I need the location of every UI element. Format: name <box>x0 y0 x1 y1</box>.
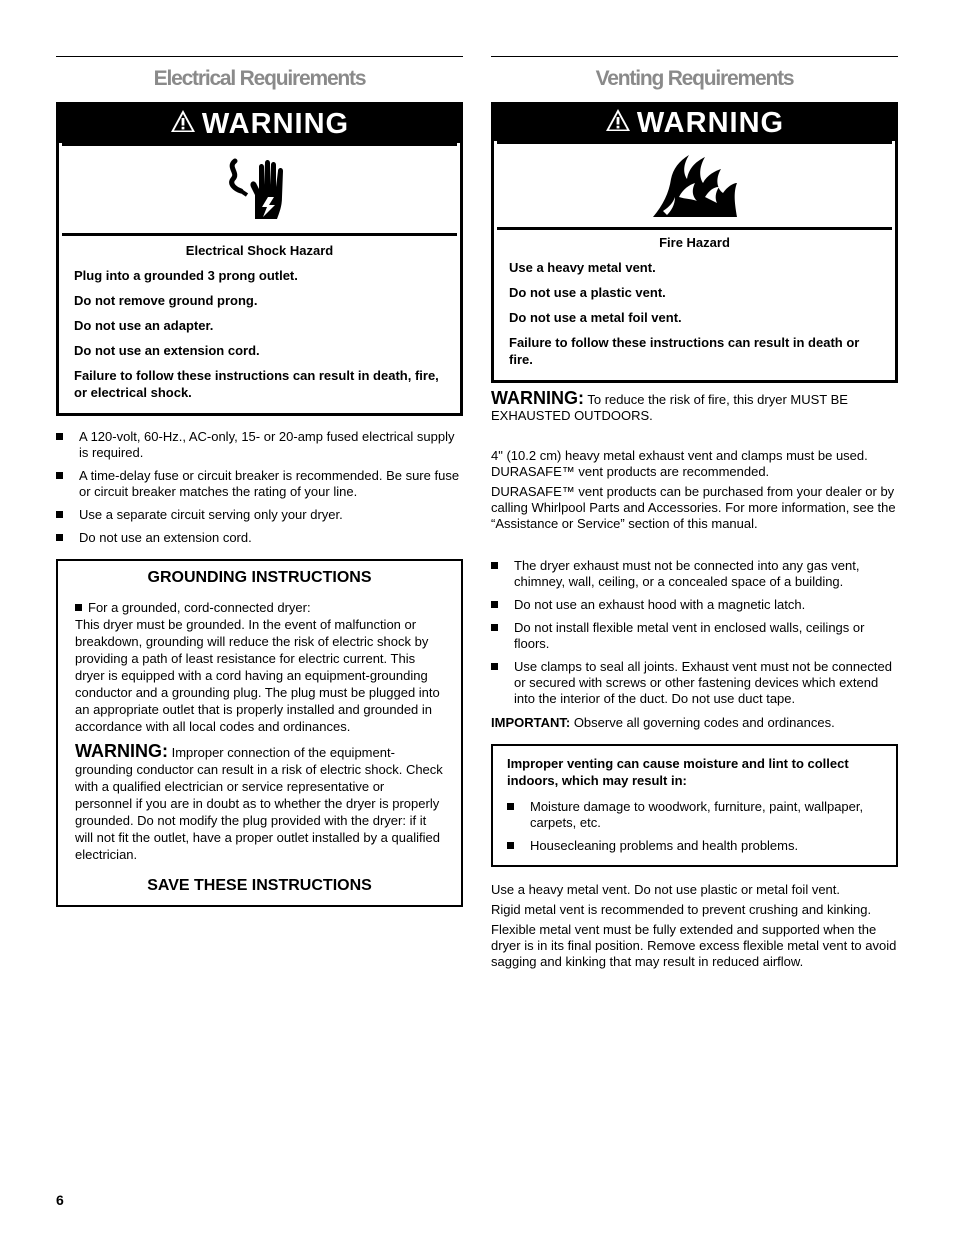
list-item: Do not install flexible metal vent in enclosed walls, ceilings or floors. <box>491 620 898 652</box>
grounding-heading: GROUNDING INSTRUCTIONS <box>147 569 372 586</box>
hazard-title: Fire Hazard <box>659 235 730 250</box>
save-instructions: SAVE THESE INSTRUCTIONS <box>147 877 372 894</box>
warning-label: WARNING: <box>491 388 584 408</box>
paragraph: 4" (10.2 cm) heavy metal exhaust vent and clamps must be used. DURASAFE™ vent products are recommended. <box>491 448 868 479</box>
grounding-body <box>75 599 444 863</box>
flame-icon <box>649 153 741 219</box>
electric-shock-hand-icon <box>225 157 295 223</box>
important-label: IMPORTANT: <box>491 715 571 730</box>
grounding-lead: For a grounded, cord-connected dryer: <box>88 600 311 615</box>
warning-line: Do not use an extension cord. <box>74 343 260 358</box>
improper-venting-box <box>491 744 898 867</box>
electrical-bullet-list <box>56 429 463 546</box>
paragraph: Use a heavy metal vent. Do not use plastic or metal foil vent. <box>491 882 841 897</box>
list-item: Do not use an extension cord. <box>56 530 463 546</box>
fire-hazard-pictogram <box>497 141 892 230</box>
list-item: A 120-volt, 60-Hz., AC-only, 15- or 20-amp fused electrical supply is required. <box>56 429 463 461</box>
warning-banner-text: WARNING <box>636 106 785 139</box>
venting-tail-text <box>491 882 898 970</box>
warning-line: Failure to follow these instructions can result in death, fire, or electrical shock. <box>74 368 439 400</box>
grounding-warning <box>75 743 444 863</box>
warning-line: Plug into a grounded 3 prong outlet. <box>74 268 298 283</box>
list-item: Housecleaning problems and health problems. <box>507 838 882 854</box>
warning-text <box>59 236 460 413</box>
venting-warning-note <box>491 390 898 424</box>
electrical-warning-box <box>56 102 463 416</box>
warning-text <box>494 230 895 380</box>
section-rule <box>491 56 898 57</box>
venting-warning-box <box>491 102 898 383</box>
venting-bullet-list <box>491 558 898 707</box>
hazard-title: Electrical Shock Hazard <box>185 243 334 258</box>
grounding-warning-text: Improper connection of the equipment-grounding conductor can result in a risk of electric shock. Check with a qualified electrician or service representative or personnel if you are in doubt as to whether the dryer is properly grounded. Do not modify the plug provided with the dryer: if it will not fit the outlet, have a proper outlet installed by a qualified electrician. <box>75 745 443 862</box>
warning-banner <box>494 105 895 141</box>
section-title: Venting Requirements <box>595 67 794 90</box>
grounding-instructions-box <box>56 559 463 907</box>
improper-venting-list <box>507 799 882 854</box>
warning-banner <box>59 105 460 143</box>
venting-info <box>491 448 898 532</box>
grounding-paragraph: This dryer must be grounded. In the event of malfunction or breakdown, grounding will reduce the risk of electric shock by providing a path of least resistance for electric current. This dryer is equipped with a cord having an equipment-grounding conductor and a grounding plug. The plug must be plugged into an appropriate outlet that is properly installed and grounded in accordance with all local codes and ordinances. <box>75 617 440 734</box>
list-item: Use clamps to seal all joints. Exhaust vent must not be connected or secured with screws or other fastening devices which extend into the interior of the duct. Do not use duct tape. <box>491 659 898 707</box>
section-rule <box>56 56 463 57</box>
warning-line: Do not use a metal foil vent. <box>509 310 682 325</box>
important-text: Observe all governing codes and ordinances. <box>570 715 835 730</box>
electrical-section <box>56 56 463 907</box>
list-item: Use a separate circuit serving only your dryer. <box>56 507 463 523</box>
paragraph: DURASAFE™ vent products can be purchased from your dealer or by calling Whirlpool Parts and Accessories. For more information, see the “Assistance or Service” section of this manual. <box>491 484 896 531</box>
warning-banner-text: WARNING <box>201 107 350 140</box>
paragraph: Flexible metal vent must be fully extended and supported when the dryer is in its final position. Remove excess flexible metal vent to avoid sagging and kinking that may result in reduced airflow. <box>491 922 897 969</box>
venting-warning-text: To reduce the risk of fire, this dryer MUST BE EXHAUSTED OUTDOORS. <box>491 392 848 423</box>
warning-triangle-icon <box>605 107 631 140</box>
section-title: Electrical Requirements <box>153 67 366 90</box>
warning-line: Do not remove ground prong. <box>74 293 258 308</box>
warning-line: Use a heavy metal vent. <box>509 260 656 275</box>
venting-section <box>491 56 898 974</box>
important-note <box>491 715 898 731</box>
warning-label: WARNING: <box>75 741 168 761</box>
paragraph: Rigid metal vent is recommended to prevent crushing and kinking. <box>491 902 872 917</box>
list-item: Do not use an exhaust hood with a magnetic latch. <box>491 597 898 613</box>
warning-line: Do not use a plastic vent. <box>509 285 666 300</box>
improper-venting-heading: Improper venting can cause moisture and lint to collect indoors, which may result in: <box>507 756 849 788</box>
warning-line: Failure to follow these instructions can result in death or fire. <box>509 335 860 367</box>
warning-triangle-icon <box>170 108 196 141</box>
square-bullet-icon <box>75 604 82 611</box>
list-item: Moisture damage to woodwork, furniture, paint, wallpaper, carpets, etc. <box>507 799 882 831</box>
page-number: 6 <box>56 1192 64 1208</box>
warning-line: Do not use an adapter. <box>74 318 214 333</box>
list-item: The dryer exhaust must not be connected into any gas vent, chimney, wall, ceiling, or a concealed space of a building. <box>491 558 898 590</box>
shock-hazard-pictogram <box>62 143 457 236</box>
list-item: A time-delay fuse or circuit breaker is recommended. Be sure fuse or circuit breaker matches the rating of your line. <box>56 468 463 500</box>
